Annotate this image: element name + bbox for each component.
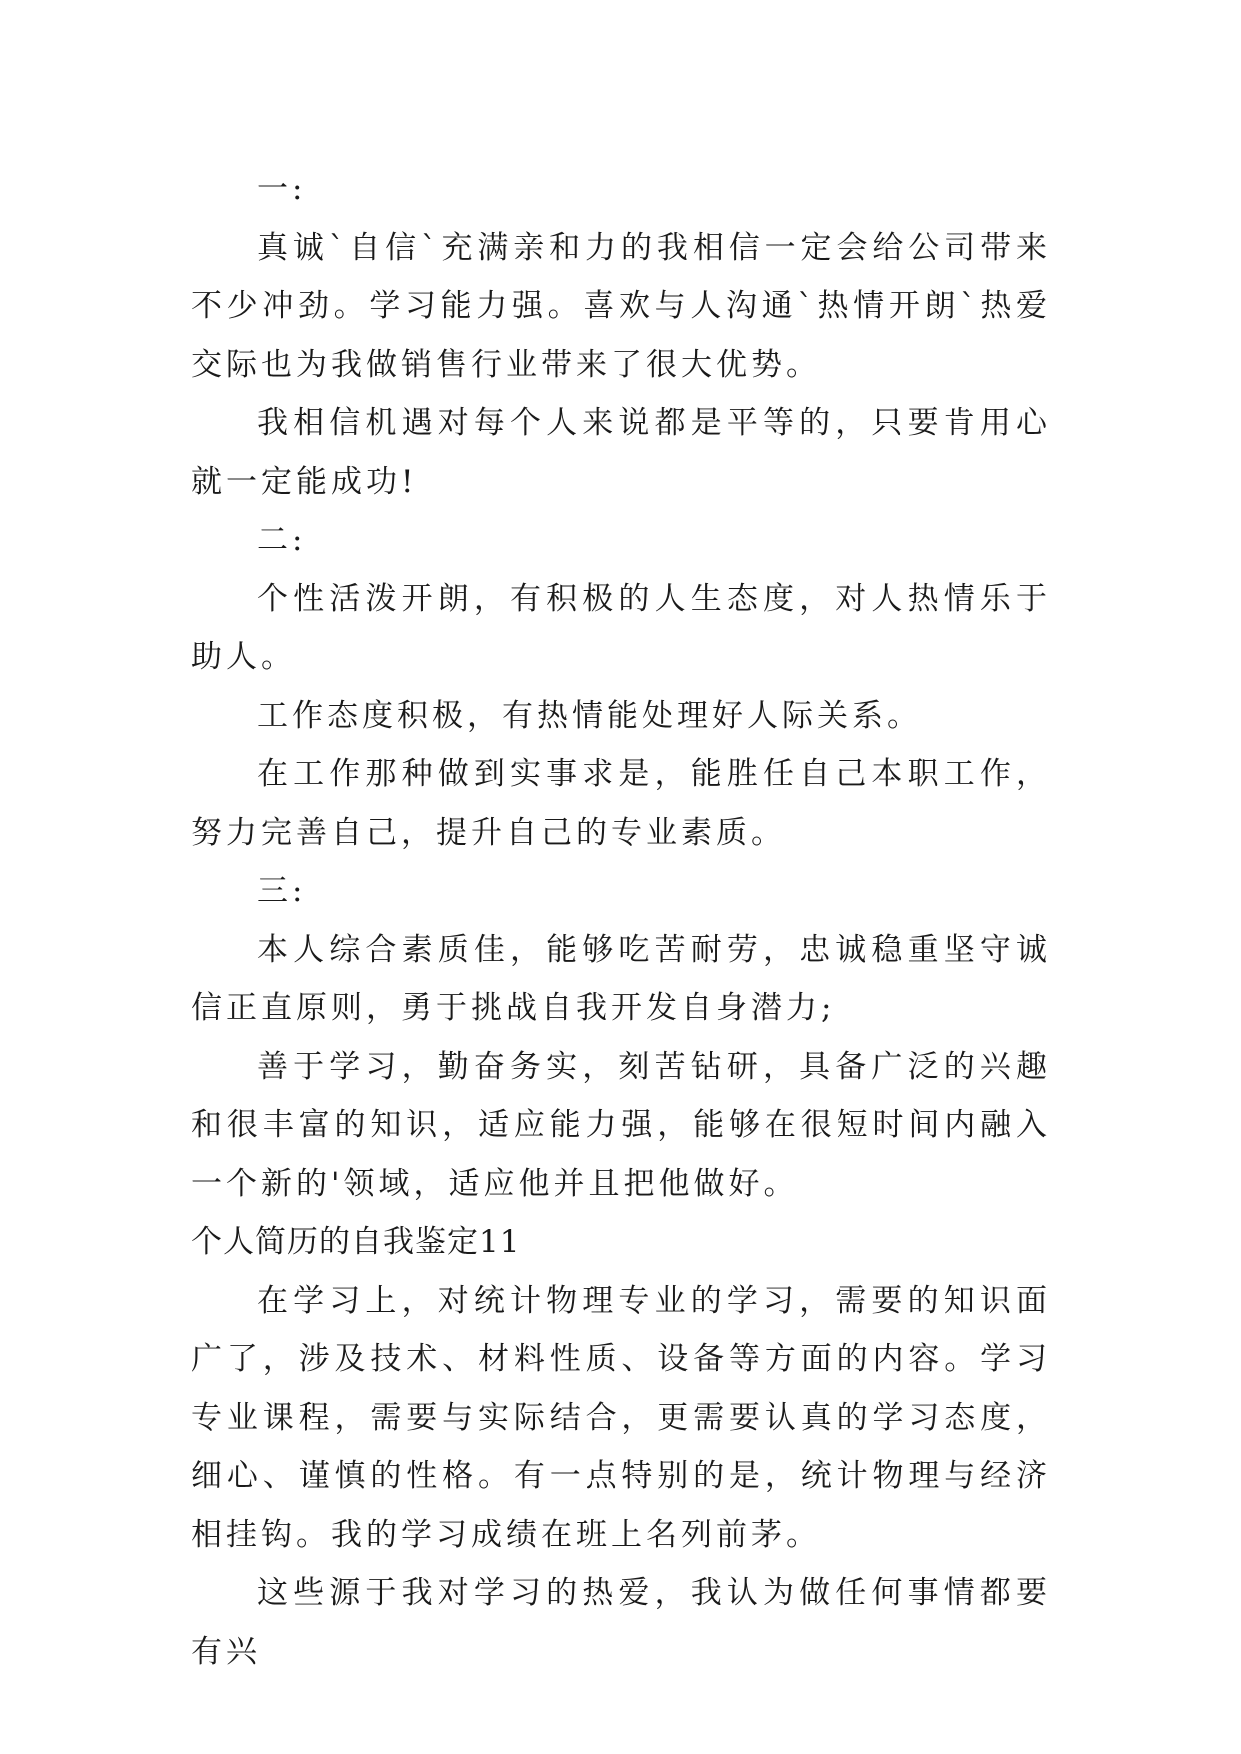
paragraph: 善于学习，勤奋务实，刻苦钻研，具备广泛的兴趣和很丰富的知识，适应能力强，能够在很短时间内融入一个新的'领域，适应他并且把他做好。 — [191, 1048, 1051, 1202]
paragraph: 在学习上，对统计物理专业的学习，需要的知识面广了，涉及技术、材料性质、设备等方面的内容。学习专业课程，需要与实际结合，更需要认真的学习态度，细心、谨慎的性格。有一点特别的是，统计物理与经济相挂钩。我的学习成绩在班上名列前茅。 — [191, 1282, 1051, 1553]
paragraph: 真诚`自信`充满亲和力的我相信一定会给公司带来不少冲劲。学习能力强。喜欢与人沟通`热情开朗`热爱交际也为我做销售行业带来了很大优势。 — [191, 229, 1051, 383]
paragraph: 个性活泼开朗，有积极的人生态度，对人热情乐于助人。 — [191, 580, 1051, 675]
paragraph: 这些源于我对学习的热爱，我认为做任何事情都要有兴 — [191, 1575, 1051, 1670]
document-page — [191, 160, 1051, 1681]
section-marker-three: 三: — [257, 873, 307, 909]
paragraph: 本人综合素质佳，能够吃苦耐劳，忠诚稳重坚守诚信正直原则，勇于挑战自我开发自身潜力; — [191, 931, 1051, 1026]
section-marker-one: 一: — [257, 171, 307, 207]
paragraph: 在工作那种做到实事求是，能胜任自己本职工作，努力完善自己，提升自己的专业素质。 — [191, 756, 1051, 851]
section-heading: 个人简历的自我鉴定11 — [191, 1224, 521, 1260]
paragraph: 工作态度积极，有热情能处理好人际关系。 — [257, 697, 922, 734]
section-marker-two: 二: — [257, 522, 307, 558]
paragraph: 我相信机遇对每个人来说都是平等的，只要肯用心就一定能成功! — [191, 405, 1051, 500]
